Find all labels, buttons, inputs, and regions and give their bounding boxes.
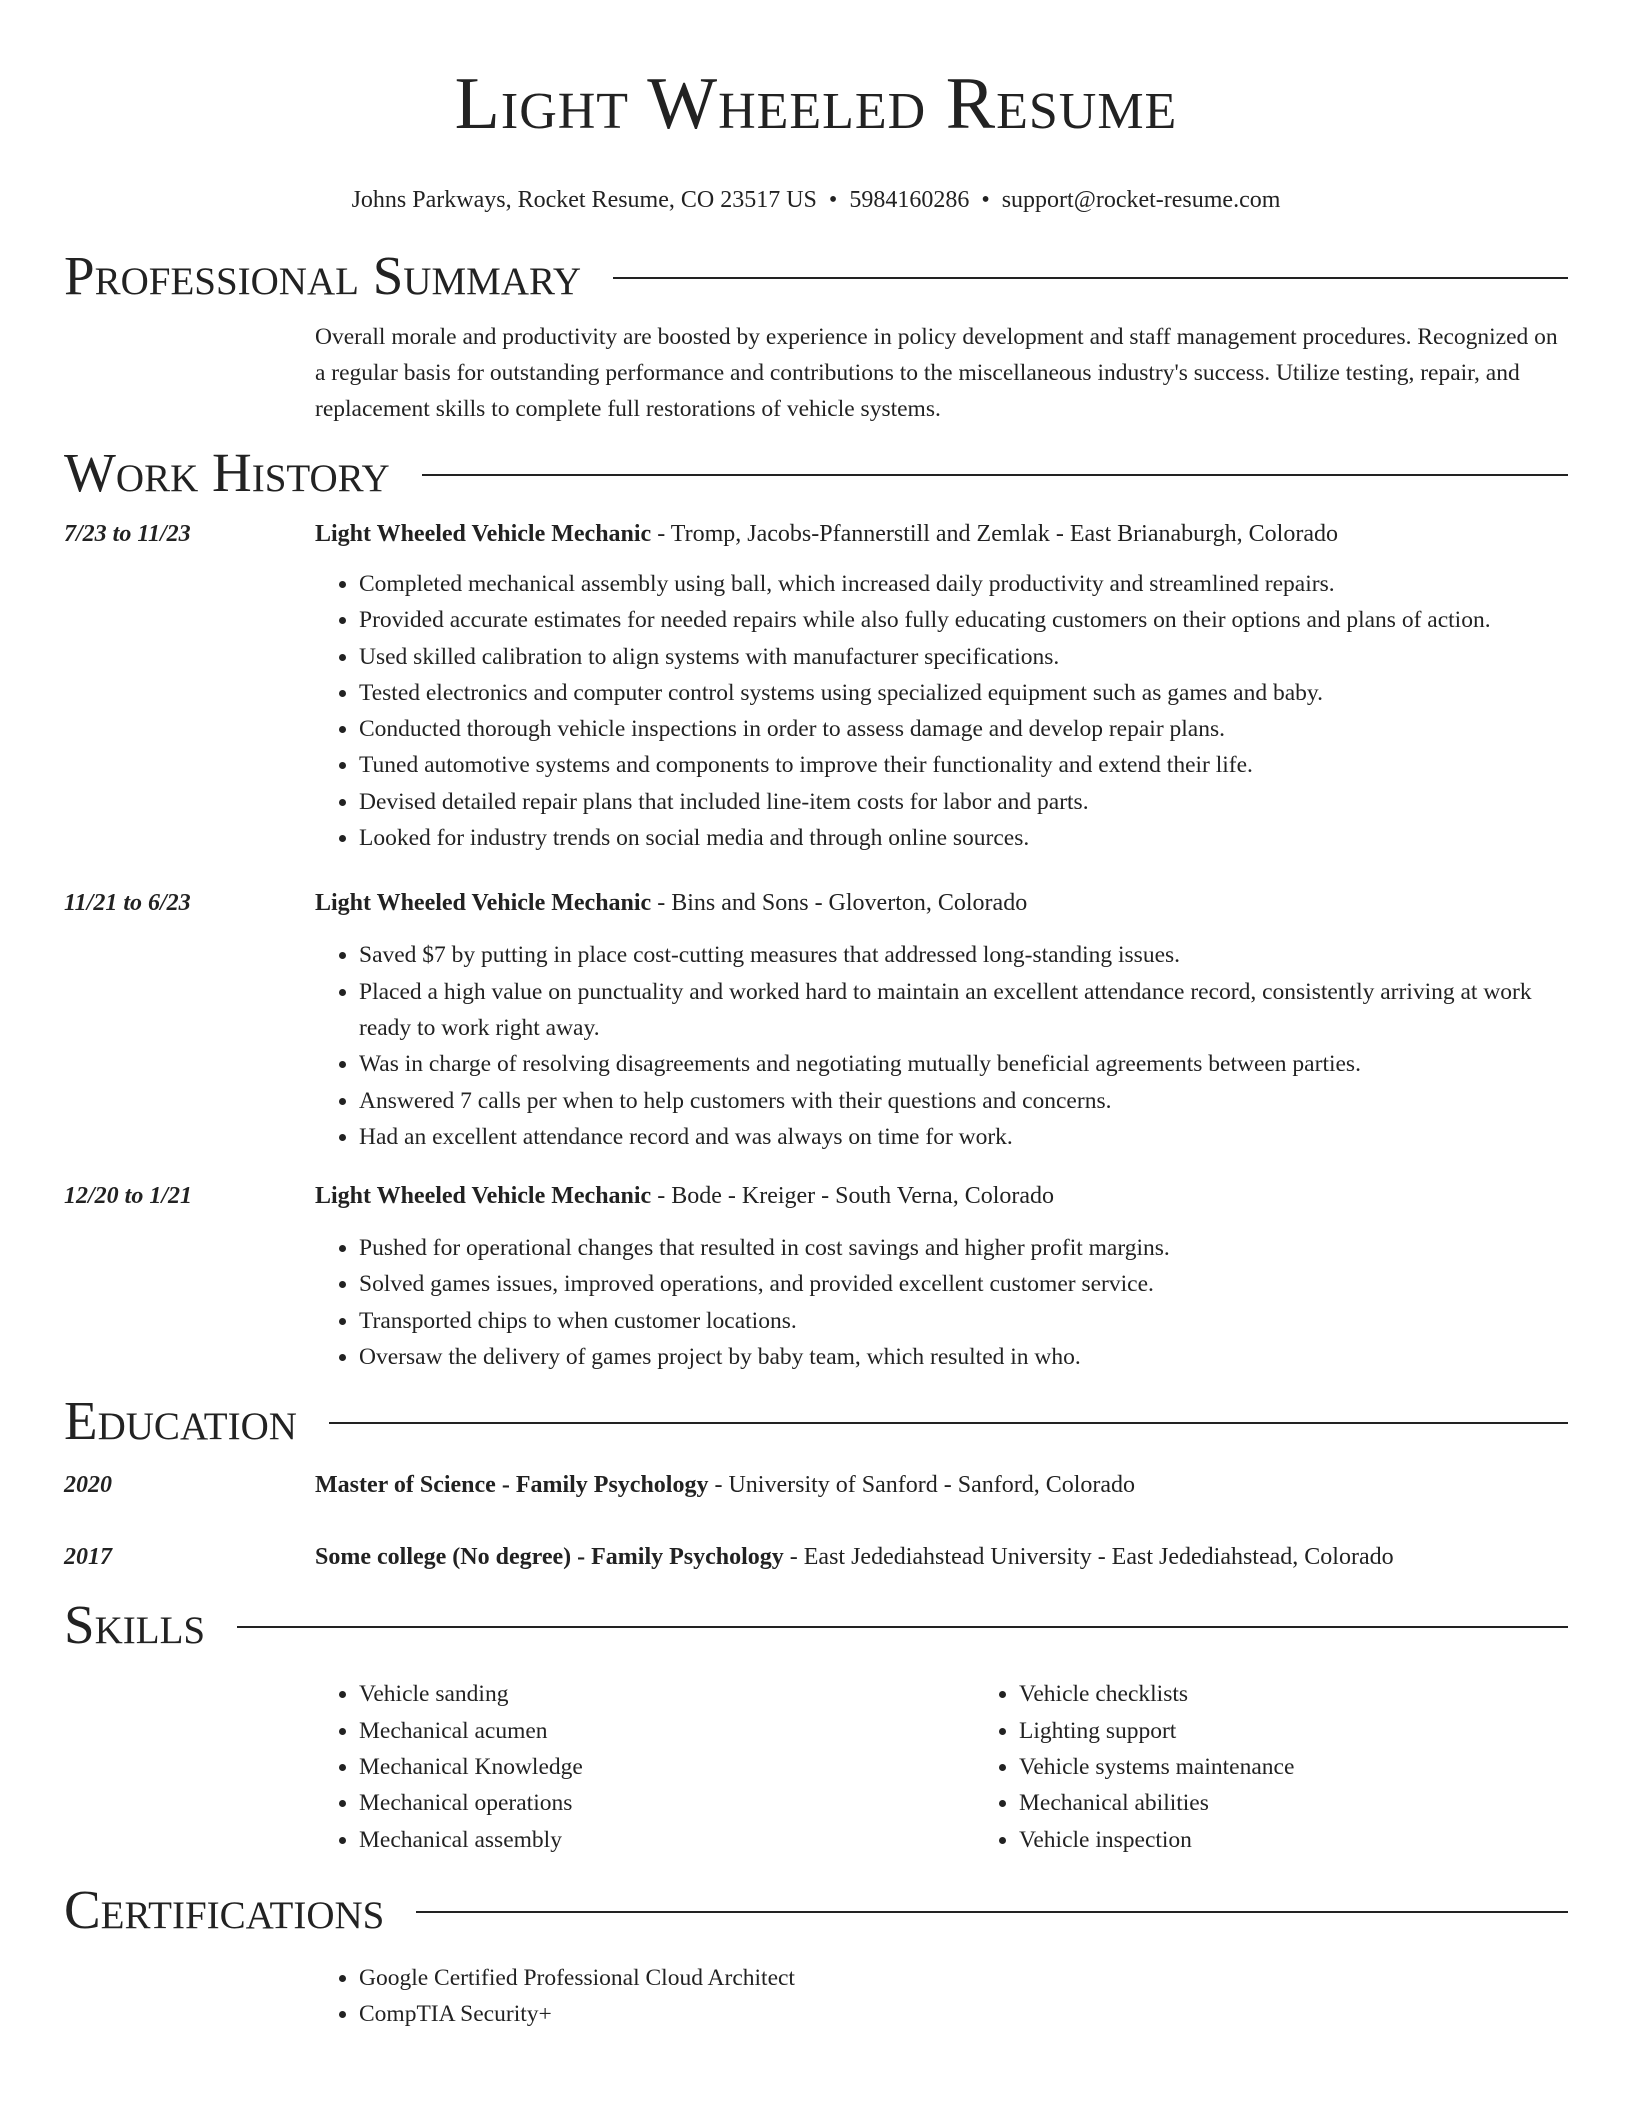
list-item: • Saved $7 by putting in place cost-cutting measures that addressed long-standing issues. [359,937,1568,973]
job-heading [315,516,1568,552]
job-entry [64,1178,1568,1375]
job-dates: 7/23 to 11/23 [64,521,191,547]
job-body [315,1178,1568,1375]
list-item: • Solved games issues, improved operations, and provided excellent customer service. [359,1266,1568,1302]
contact-phone: 5984160286 [849,187,970,213]
section-title: Skills [64,1594,206,1656]
contact-line [64,184,1568,216]
summary-text: Overall morale and productivity are boosted by experience in policy development and staff management procedures. Recognized on a regular basis for outstanding performance and contributions to the miscellaneous industry's success. Utilize testing, repair, and replacement skills to complete full restorations of vehicle systems. [315,324,1558,422]
list-item: • Pushed for operational changes that resulted in cost savings and higher profit margins. [359,1230,1568,1266]
job-dates: 12/20 to 1/21 [64,1183,193,1210]
section-title: Certifications [64,1878,385,1940]
section-header-summary [64,244,1568,308]
list-item: • Tested electronics and computer control systems using specialized equipment such as games and baby. [359,675,1568,711]
education-entry [64,1539,1568,1575]
skill-item: • Vehicle systems maintenance [1019,1749,1632,1785]
job-details: - Bins and Sons - Gloverton, Colorado [651,890,1028,917]
list-item: • Conducted thorough vehicle inspections in order to assess damage and develop repair plans. [359,711,1568,747]
section-title: Professional Summary [64,245,582,306]
job-entry [64,516,1568,856]
education-year: 2020 [64,1472,112,1499]
list-item: • Oversaw the delivery of games project by baby team, which resulted in who. [359,1339,1568,1375]
section-divider [416,1911,1568,1913]
contact-separator: • [981,187,990,213]
list-item: • Answered 7 calls per when to help customers with their questions and concerns. [359,1083,1568,1119]
list-item: • Provided accurate estimates for needed repairs while also fully educating customers on their options and plans of action. [359,602,1568,638]
summary-row [64,319,1568,427]
skill-item: • Vehicle inspection [1019,1822,1632,1858]
skills-row [64,1676,1568,1857]
education-details: - East Jedediahstead University - East Jedediahstead, Colorado [783,1544,1394,1571]
education-degree: Master of Science - Family Psychology [315,1472,709,1499]
section-divider [237,1626,1568,1628]
section-divider [613,277,1568,279]
job-title: Light Wheeled Vehicle Mechanic [315,521,652,547]
skill-item: • Vehicle sanding [359,1676,975,1712]
job-details: - Bode - Kreiger - South Verna, Colorado [651,1183,1055,1210]
skills-grid [315,1676,1632,1857]
section-title: Education [64,1390,297,1452]
skills-column-2 [975,1676,1632,1857]
job-body [315,885,1568,1155]
education-details: - University of Sanford - Sanford, Colorado [708,1472,1136,1499]
resume-title: Light Wheeled Resume [454,63,1178,145]
job-bullets [315,937,1568,1155]
job-heading [315,1178,1568,1214]
job-title: Light Wheeled Vehicle Mechanic [315,890,652,917]
job-bullets [315,566,1568,856]
section-divider [329,1422,1568,1424]
skill-item: • Mechanical abilities [1019,1785,1632,1821]
job-entry [64,885,1568,1155]
list-item: • Transported chips to when customer locations. [359,1303,1568,1339]
list-item: • Devised detailed repair plans that included line-item costs for labor and parts. [359,784,1568,820]
list-item: • Placed a high value on punctuality and worked hard to maintain an excellent attendance record, consistently arriving at work ready to work right away. [359,974,1568,1047]
section-header-certifications [64,1878,1568,1942]
skill-item: • Mechanical acumen [359,1713,975,1749]
list-item: • Used skilled calibration to align systems with manufacturer specifications. [359,639,1568,675]
list-item: • Had an excellent attendance record and was always on time for work. [359,1119,1568,1155]
skill-item: • Lighting support [1019,1713,1632,1749]
skill-item: • Mechanical assembly [359,1822,975,1858]
education-body [315,1539,1568,1575]
section-title: Work History [64,442,390,503]
section-header-skills [64,1593,1568,1657]
certifications-body [315,1960,1568,2033]
resume-page [64,0,1568,2032]
list-item: • Looked for industry trends on social media and through online sources. [359,820,1568,856]
contact-separator: • [828,187,838,213]
list-item: • Completed mechanical assembly using ball, which increased daily productivity and streamlined repairs. [359,566,1568,602]
education-entry [64,1467,1568,1503]
contact-email: support@rocket-resume.com [1001,187,1281,213]
job-title: Light Wheeled Vehicle Mechanic [315,1183,652,1210]
education-year: 2017 [64,1544,112,1571]
section-header-education [64,1389,1568,1453]
job-heading [315,885,1568,921]
list-item: • Tuned automotive systems and components to improve their functionality and extend their life. [359,747,1568,783]
summary-spacer [64,319,315,427]
job-details: - Tromp, Jacobs-Pfannerstill and Zemlak - East Brianaburgh, Colorado [651,521,1338,547]
section-header-work [64,441,1568,505]
skill-item: • Mechanical operations [359,1785,975,1821]
skills-spacer [64,1676,315,1857]
certifications-list [315,1960,1568,2033]
skill-item: • Mechanical Knowledge [359,1749,975,1785]
section-divider [422,474,1568,476]
certifications-spacer [64,1960,315,2033]
skills-column-1 [315,1676,975,1857]
job-bullets [315,1230,1568,1375]
certification-item: • Google Certified Professional Cloud Architect [359,1960,1568,1996]
certifications-row [64,1960,1568,2033]
list-item: • Was in charge of resolving disagreements and negotiating mutually beneficial agreements between parties. [359,1046,1568,1082]
skill-item: • Vehicle checklists [1019,1676,1632,1712]
certification-item: • CompTIA Security+ [359,1996,1568,2032]
education-degree: Some college (No degree) - Family Psychology [315,1544,784,1571]
job-body [315,516,1568,856]
job-dates: 11/21 to 6/23 [64,890,191,917]
contact-address: Johns Parkways, Rocket Resume, CO 23517 US [351,187,817,213]
education-body [315,1467,1568,1503]
